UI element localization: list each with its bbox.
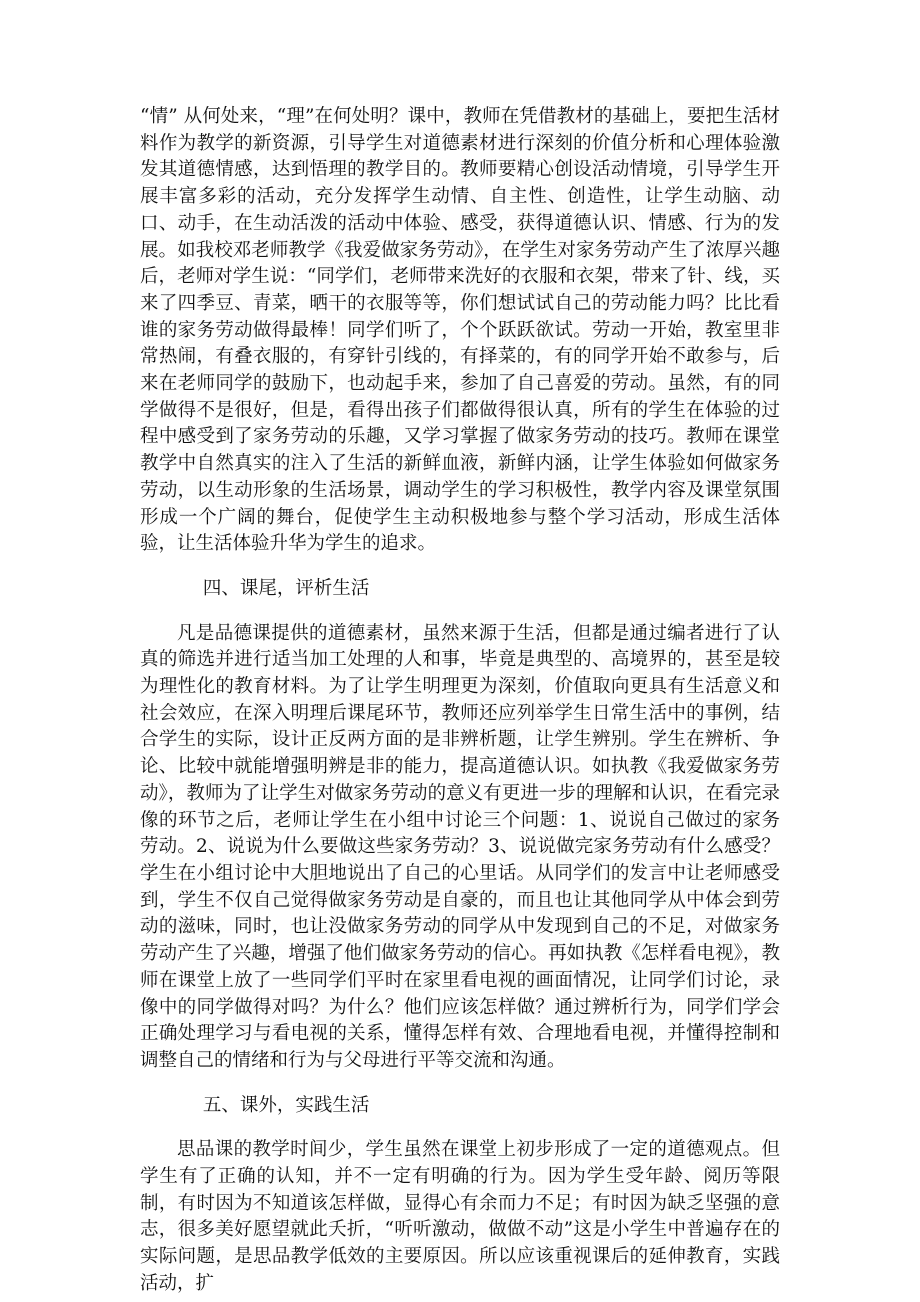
body-paragraph: 思品课的教学时间少，学生虽然在课堂上初步形成了一定的道德观点。但学生有了正确的认知，并不一定有明确的行为。因为学生受年龄、阅历等限制，有时因为不知道该怎样做，显得心有余而力不足；有时因为缺乏坚强的意志，很多美好愿望就此夭折，“听听激动，做做不动”这是小学生中普遍存在的实际问题，是思品教学低效的主要原因。所以应该重视课后的延伸教育，实践活动，扩 (140, 1139, 780, 1294)
section-heading: 五、课外，实践生活 (202, 1094, 370, 1116)
body-paragraph: 凡是品德课提供的道德素材，虽然来源于生活，但都是通过编者进行了认真的筛选并进行适当加工处理的人和事，毕竟是典型的、高境界的，甚至是较为理性化的教育材料。为了让学生明理更为深刻，价值取向更具有生活意义和社会效应，在深入明理后课尾环节，教师还应列举学生日常生活中的事例，结合学生的实际，设计正反两方面的是非辨析题，让学生辨别。学生在辨析、争论、比较中就能增强明辨是非的能力，提高道德认识。如执教《我爱做家务劳动》，教师为了让学生对做家务劳动的意义有更进一步的理解和认识，在看完录像的环节之后，老师让学生在小组中讨论三个问题：1、说说自己做过的家务劳动。2、说说为什么要做这些家务劳动？3、说说做完家务劳动有什么感受？学生在小组讨论中大胆地说出了自己的心里话。从同学们的发言中让老师感受到，学生不仅自己觉得做家务劳动是自豪的，而且也让其他同学从中体会到劳动的滋味，同时，也让没做家务劳动的同学从中发现到自己的不足，对做家务劳动产生了兴趣，增强了他们做家务劳动的信心。再如执教《怎样看电视》，教师在课堂上放了一些同学们平时在家里看电视的画面情况，让同学们讨论，录像中的同学做得对吗？为什么？他们应该怎样做？通过辨析行为，同学们学会正确处理学习与看电视的关系，懂得怎样有效、合理地看电视，并懂得控制和调整自己的情绪和行为与父母进行平等交流和沟通。 (140, 622, 780, 1071)
document-page (140, 104, 780, 1298)
body-paragraph: “情” 从何处来，“理”在何处明？课中，教师在凭借教材的基础上，要把生活材料作为教学的新资源，引导学生对道德素材进行深刻的价值分析和心理体验激发其道德情感，达到悟理的教学目的。教师要精心创设活动情境，引导学生开展丰富多彩的活动，充分发挥学生动情、自主性、创造性，让学生动脑、动口、动手，在生动活泼的活动中体验、感受，获得道德认识、情感、行为的发展。如我校邓老师教学《我爱做家务劳动》，在学生对家务劳动产生了浓厚兴趣后，老师对学生说：“同学们，老师带来洗好的衣服和衣架，带来了针、线，买来了四季豆、青菜，晒干的衣服等等，你们想试试自己的劳动能力吗？比比看谁的家务劳动做得最棒！同学们听了，个个跃跃欲试。劳动一开始，教室里非常热闹，有叠衣服的，有穿针引线的，有择菜的，有的同学开始不敢参与，后来在老师同学的鼓励下，也动起手来，参加了自己喜爱的劳动。虽然，有的同学做得不是很好，但是，看得出孩子们都做得很认真，所有的学生在体验的过程中感受到了家务劳动的乐趣，又学习掌握了做家务劳动的技巧。教师在课堂教学中自然真实的注入了生活的新鲜血液，新鲜内涵，让学生体验如何做家务劳动，以生动形象的生活场景，调动学生的学习积极性，教学内容及课堂氛围形成一个广阔的舞台，促使学生主动积极地参与整个学习活动，形成生活体验，让生活体验升华为学生的追求。 (140, 106, 780, 555)
section-heading: 四、课尾，评析生活 (202, 577, 370, 599)
